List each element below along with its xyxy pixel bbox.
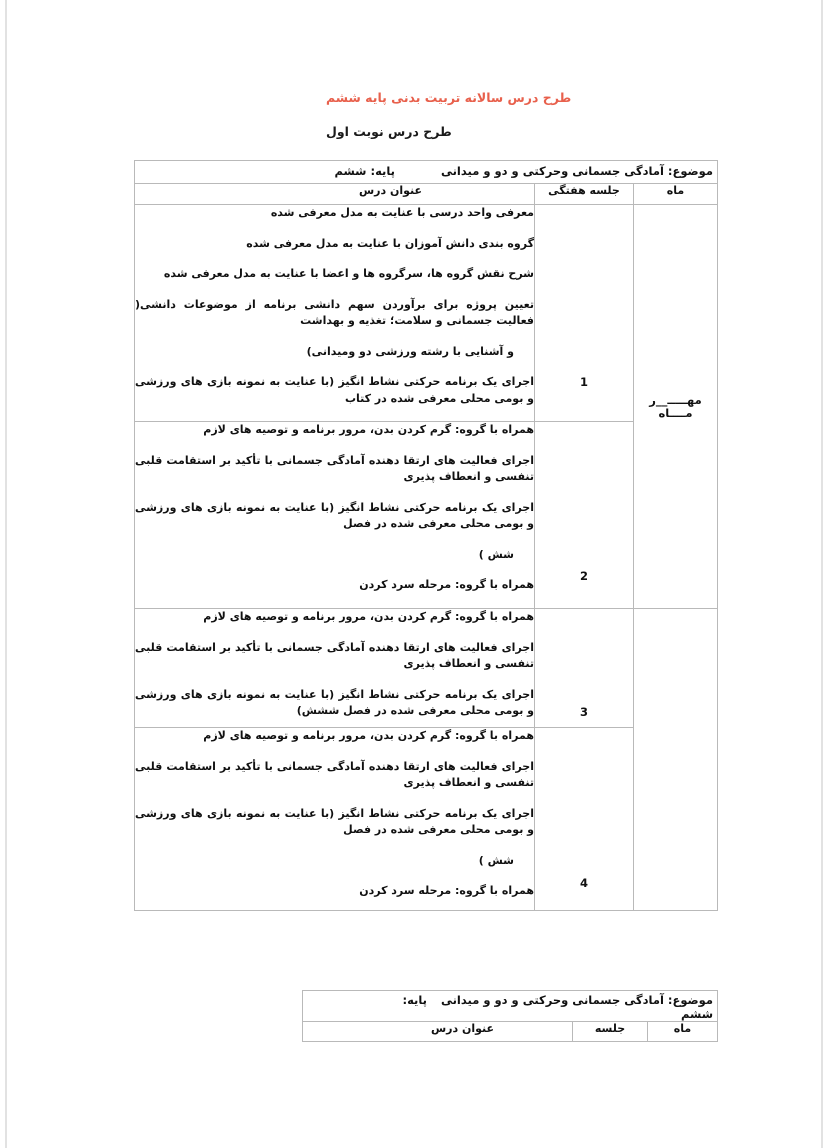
table-row xyxy=(134,205,717,422)
grade-label: پایه: ششم xyxy=(334,164,395,178)
lesson-paragraph: همراه با گروه: مرحله سرد کردن xyxy=(359,884,534,897)
session-cell xyxy=(535,422,634,609)
page-title-red: طرح درس سالانه تربیت بدنی پایه ششم xyxy=(326,90,572,105)
lesson-paragraph: همراه با گروه: گرم کردن بدن، مرور برنامه و توصیه های لازم xyxy=(203,729,534,742)
lesson-paragraph: همراه با گروه: گرم کردن بدن، مرور برنامه و توصیه های لازم xyxy=(203,423,534,436)
annual-lesson-plan-table xyxy=(134,160,718,911)
lesson-paragraph: شش ) xyxy=(478,853,514,867)
month-value-line2: مــــاه xyxy=(658,405,693,420)
month-cell xyxy=(634,205,718,609)
bottom-column-header-lesson: عنوان درس xyxy=(302,1022,572,1042)
lesson-cell xyxy=(134,422,534,609)
lesson-paragraph: تعیین پروژه برای برآوردن سهم دانشی برنامه از موضوعات دانشی( فعالیت جسمانی و سلامت؛ تغذیه و بهداشت xyxy=(134,297,534,327)
bottom-column-header-session: جلسه xyxy=(573,1022,648,1042)
lesson-cell xyxy=(134,728,534,911)
bottom-subject-header-cell xyxy=(302,991,717,1022)
table-row xyxy=(134,728,717,911)
bottom-subject-header-row xyxy=(302,991,717,1022)
page-subtitle: طرح درس نوبت اول xyxy=(326,124,452,139)
column-header-lesson: عنوان درس xyxy=(134,184,534,205)
lesson-cell xyxy=(134,609,534,728)
bottom-grade-value: ششم xyxy=(680,1007,713,1021)
month-value-line1: مهـــــ__ر xyxy=(649,392,702,407)
session-number: 4 xyxy=(579,876,589,890)
table-subject-header-row xyxy=(134,161,717,184)
lesson-paragraph: همراه با گروه: گرم کردن بدن، مرور برنامه و توصیه های لازم xyxy=(203,610,534,623)
lesson-paragraph: اجرای فعالیت های ارتقا دهنده آمادگی جسمانی با تأکید بر استقامت قلبی تنفسی و انعطاف پذیری xyxy=(134,453,534,483)
lesson-paragraph: اجرای یک برنامه حرکتی نشاط انگیز (با عنایت به نمونه بازی های ورزشی و بومی محلی معرفی شده در فصل xyxy=(134,806,534,836)
lesson-paragraph: و آشنایی با رشته ورزشی دو ومیدانی) xyxy=(306,344,514,358)
lesson-paragraph: همراه با گروه: مرحله سرد کردن xyxy=(359,578,534,591)
continuation-lesson-plan-table xyxy=(302,990,718,1042)
session-cell xyxy=(535,609,634,728)
session-cell xyxy=(535,205,634,422)
session-cell xyxy=(535,728,634,911)
lesson-paragraph: اجرای فعالیت های ارتقا دهنده آمادگی جسمانی با تأکید بر استقامت قلبی تنفسی و انعطاف پذیری xyxy=(134,759,534,789)
lesson-paragraph: شش ) xyxy=(478,547,514,561)
lesson-paragraph: اجرای یک برنامه حرکتی نشاط انگیز (با عنایت به نمونه بازی های ورزشی و بومی محلی معرفی شده در فصل xyxy=(134,500,534,530)
lesson-paragraph: معرفی واحد درسی با عنایت به مدل معرفی شده xyxy=(270,206,534,219)
bottom-subject-label: موضوع: آمادگی جسمانی وحرکتی و دو و میدانی xyxy=(440,993,713,1007)
subject-header-cell xyxy=(134,161,717,184)
session-number: 3 xyxy=(579,705,589,719)
lesson-cell xyxy=(134,205,534,422)
bottom-grade-label: پایه: xyxy=(402,993,427,1007)
table-row xyxy=(134,422,717,609)
lesson-paragraph: اجرای فعالیت های ارتقا دهنده آمادگی جسمانی با تأکید بر استقامت قلبی تنفسی و انعطاف پذیری xyxy=(134,640,534,670)
lesson-paragraph: گروه بندی دانش آموزان با عنایت به مدل معرفی شده xyxy=(246,236,534,250)
bottom-column-header-month: ماه xyxy=(648,1022,718,1042)
lesson-paragraph: اجرای یک برنامه حرکتی نشاط انگیز (با عنایت به نمونه بازی های ورزشی و بومی محلی معرفی شده در فصل ششش) xyxy=(134,687,534,717)
column-header-session: جلسه هفتگی xyxy=(535,184,634,205)
document-page xyxy=(5,0,823,1148)
column-header-month: ماه xyxy=(634,184,718,205)
lesson-paragraph: شرح نقش گروه ها، سرگروه ها و اعضا با عنایت به مدل معرفی شده xyxy=(163,267,534,280)
table-row xyxy=(134,609,717,728)
month-value xyxy=(634,393,717,419)
table-column-header-row xyxy=(134,184,717,205)
bottom-column-header-row xyxy=(302,1022,717,1042)
subject-label: موضوع: آمادگی جسمانی وحرکتی و دو و میدانی xyxy=(440,164,713,178)
session-number: 2 xyxy=(579,569,589,583)
session-number: 1 xyxy=(579,375,589,389)
lesson-paragraph: اجرای یک برنامه حرکتی نشاط انگیز (با عنایت به نمونه بازی های ورزشی و بومی محلی معرفی شده در کتاب xyxy=(134,375,534,405)
month-cell xyxy=(634,609,718,911)
